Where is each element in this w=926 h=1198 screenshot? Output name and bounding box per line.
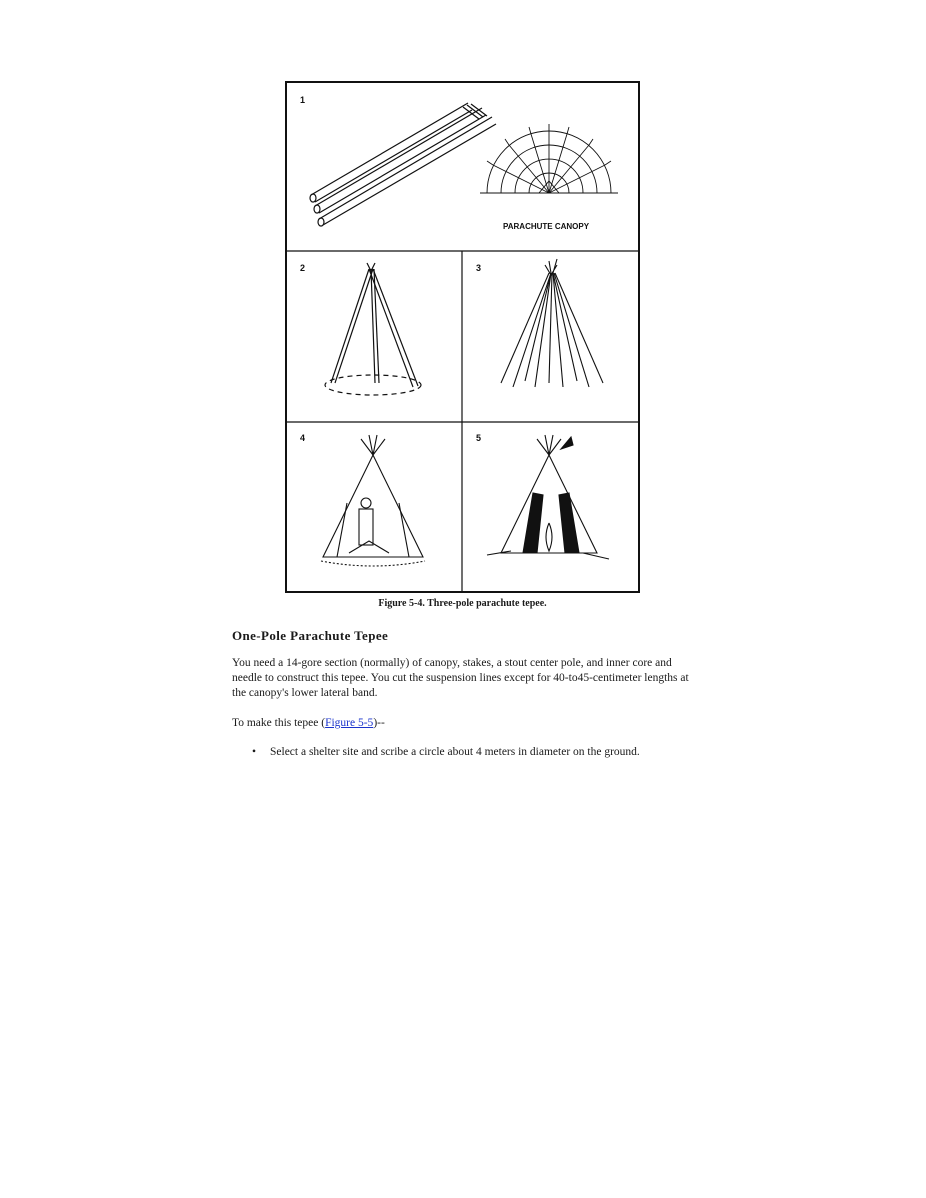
intro-line [232,716,385,731]
panel-number-1: 1 [300,95,306,105]
panel-number-4: 4 [300,433,306,443]
section-heading: One-Pole Parachute Tepee [232,628,389,643]
tepee-finished-drawing [487,435,609,559]
intro-prefix: To make this tepee ( [232,717,326,729]
panel-number-3: 3 [476,263,482,273]
intro-suffix: )-- [373,717,385,729]
list-item-text: Select a shelter site and scribe a circle about 4 meters in diameter on the ground. [270,746,640,758]
tripod-drawing [325,263,421,395]
three-poles-drawing [310,103,496,226]
parachute-canopy-drawing [480,124,618,193]
panel-number-2: 2 [300,263,306,273]
instruction-list [252,745,712,760]
parachute-canopy-label: PARACHUTE CANOPY [503,222,590,231]
section-paragraph: You need a 14-gore section (normally) of canopy, stakes, a stout center pole, and inner core and needle to construct this tepee. You cut the suspension lines except for 40-to45-centimeter lengths at the canopy's lower lateral band. [232,657,689,699]
poles-framework-drawing [501,259,603,387]
tepee-covering-drawing [321,435,425,566]
bullet-marker: • [252,746,257,758]
figure-5-5-link[interactable]: Figure 5-5 [325,717,374,729]
panel-number-5: 5 [476,433,482,443]
figure-5-4 [285,81,640,593]
figure-caption: Figure 5-4. Three-pole parachute tepee. [378,598,547,609]
list-item [252,745,712,760]
figure-illustration [287,83,638,591]
